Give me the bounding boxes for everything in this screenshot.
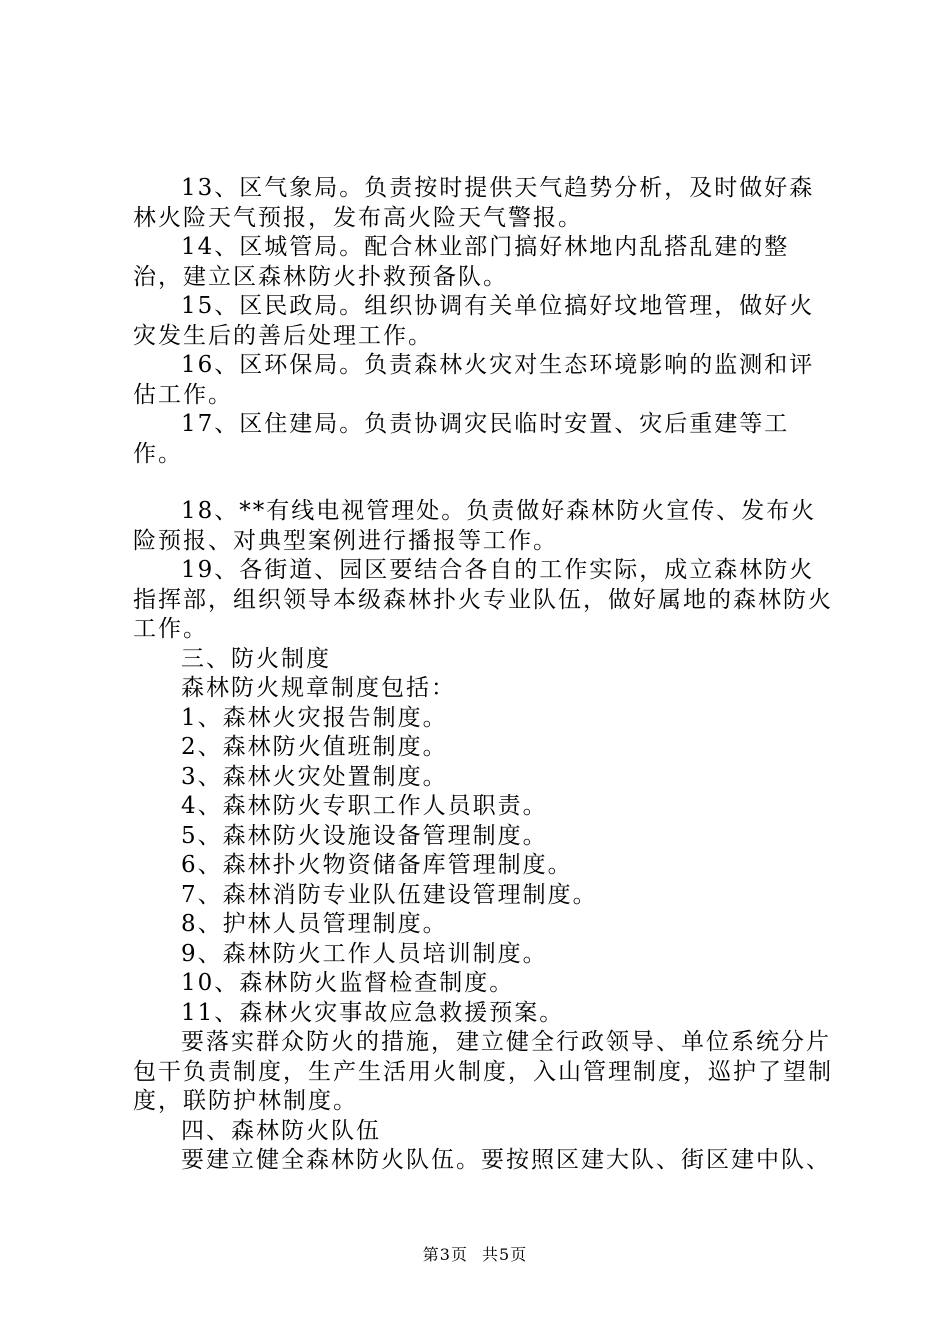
rule-item-2: 2、森林防火值班制度。 bbox=[181, 734, 448, 760]
rule-item-4: 4、森林防火专职工作人员职责。 bbox=[181, 793, 548, 819]
document-body bbox=[133, 174, 833, 1176]
rule-item-7: 7、森林消防专业队伍建设管理制度。 bbox=[181, 881, 598, 908]
rule-item-1: 1、森林火灾报告制度。 bbox=[181, 704, 448, 731]
paragraph-14-urban-management: 14、区城管局。配合林业部门搞好林地内乱搭乱建的整治，建立区森林防火扑救预备队。 bbox=[133, 234, 790, 290]
paragraph-spacer bbox=[133, 469, 833, 497]
paragraph-15-civil-affairs: 15、区民政局。组织协调有关单位搞好坟地管理，做好火灾发生后的善后处理工作。 bbox=[133, 293, 815, 349]
rule-item-11: 11、森林火灾事故应急救援预案。 bbox=[181, 999, 565, 1026]
paragraph-13-meteorology: 13、区气象局。负责按时提供天气趋势分析，及时做好森林火险天气预报，发布高火险天气警报。 bbox=[133, 175, 815, 231]
section-heading-fire-teams: 四、森林防火队伍 bbox=[181, 1117, 381, 1144]
rule-item-3: 3、森林火灾处置制度。 bbox=[181, 763, 448, 790]
page-footer bbox=[0, 1242, 950, 1265]
section-heading-fire-prevention-rules: 三、防火制度 bbox=[181, 645, 331, 672]
paragraph-19-streets-parks: 19、各街道、园区要结合各自的工作实际，成立森林防火指挥部，组织领导本级森林扑火专业队伍，做好属地的森林防火工作。 bbox=[133, 557, 833, 642]
rule-item-6: 6、森林扑火物资储备库管理制度。 bbox=[181, 852, 573, 878]
paragraph-mass-fire-prevention: 要落实群众防火的措施，建立健全行政领导、单位系统分片包干负责制度，生产生活用火制度，入山管理制度，巡护了望制度，联防护林制度。 bbox=[133, 1029, 833, 1114]
rules-intro: 森林防火规章制度包括： bbox=[181, 675, 456, 701]
rule-item-8: 8、护林人员管理制度。 bbox=[181, 911, 448, 937]
paragraph-18-cable-tv: 18、**有线电视管理处。负责做好森林防火宣传、发布火险预报、对典型案例进行播报等工作。 bbox=[133, 498, 817, 554]
rule-item-10: 10、森林防火监督检查制度。 bbox=[181, 970, 515, 996]
paragraph-fire-teams: 要建立健全森林防火队伍。要按照区建大队、街区建中队、 bbox=[181, 1147, 831, 1173]
paragraph-16-environmental: 16、区环保局。负责森林火灾对生态环境影响的监测和评估工作。 bbox=[133, 352, 815, 408]
page-total: 共5页 bbox=[482, 1245, 528, 1264]
page-number: 第3页 bbox=[422, 1245, 468, 1264]
rule-item-9: 9、森林防火工作人员培训制度。 bbox=[181, 940, 548, 967]
paragraph-17-housing: 17、区住建局。负责协调灾民临时安置、灾后重建等工作。 bbox=[133, 411, 790, 467]
rule-item-5: 5、森林防火设施设备管理制度。 bbox=[181, 822, 548, 849]
